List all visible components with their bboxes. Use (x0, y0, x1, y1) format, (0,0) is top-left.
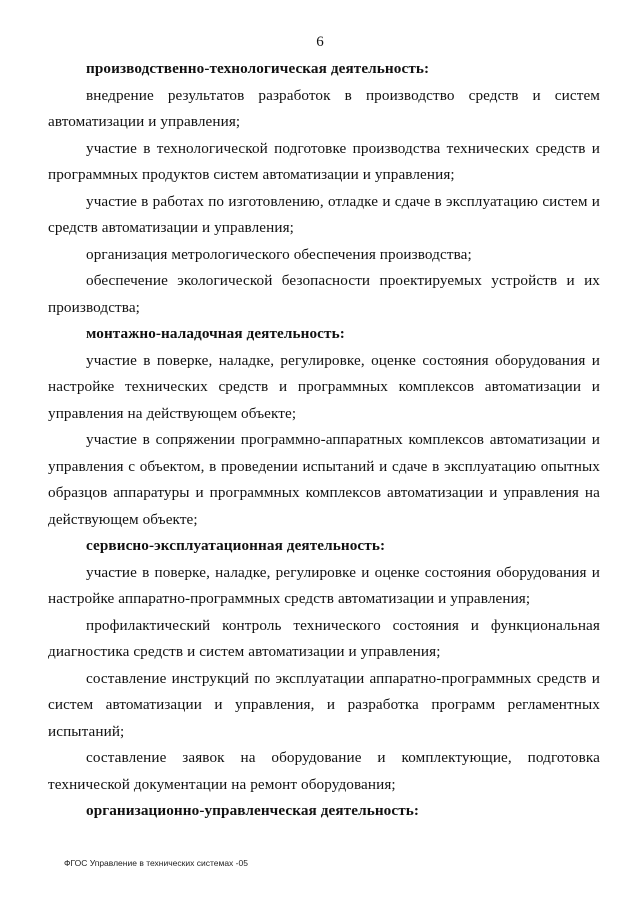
page-number: 6 (316, 34, 324, 50)
paragraph: составление заявок на оборудование и комплектующие, подготовка технической документации на ремонт оборудования; (48, 749, 600, 793)
section-heading-production: производственно-технологическая деятельность: (86, 60, 430, 77)
paragraph: организация метрологического обеспечения производства; (86, 245, 472, 263)
document-body (48, 56, 600, 825)
section-heading-management: организационно-управленческая деятельность: (86, 802, 420, 819)
paragraph: профилактический контроль технического состояния и функциональная диагностика средств и систем автоматизации и управления; (48, 616, 600, 660)
section-heading-service: сервисно-эксплуатационная деятельность: (86, 537, 386, 554)
paragraph: участие в сопряжении программно-аппаратных комплексов автоматизации и управления с объектом, в проведении испытаний и сдаче в эксплуатацию опытных образцов аппаратуры и программных комплексов автоматизации и управления на действующем объекте; (48, 431, 600, 528)
section-heading-installation: монтажно-наладочная деятельность: (86, 325, 345, 342)
paragraph: составление инструкций по эксплуатации аппаратно-программных средств и систем автоматизации и управления, и разработка программ регламентных испытаний; (48, 669, 600, 740)
paragraph: участие в поверке, наладке, регулировке и оценке состояния оборудования и настройке аппаратно-программных средств автоматизации и управления; (48, 563, 600, 607)
page-footer: ФГОС Управление в технических системах -05 (64, 858, 248, 868)
paragraph: участие в работах по изготовлению, отладке и сдаче в эксплуатацию систем и средств автоматизации и управления; (48, 192, 600, 236)
paragraph: внедрение результатов разработок в производство средств и систем автоматизации и управления; (48, 86, 600, 130)
paragraph: участие в технологической подготовке производства технических средств и программных продуктов систем автоматизации и управления; (48, 139, 600, 183)
paragraph: обеспечение экологической безопасности проектируемых устройств и их производства; (48, 272, 600, 316)
paragraph: участие в поверке, наладке, регулировке, оценке состояния оборудования и настройке технических средств и программных комплексов автоматизации и управления на действующем объекте; (48, 351, 600, 422)
